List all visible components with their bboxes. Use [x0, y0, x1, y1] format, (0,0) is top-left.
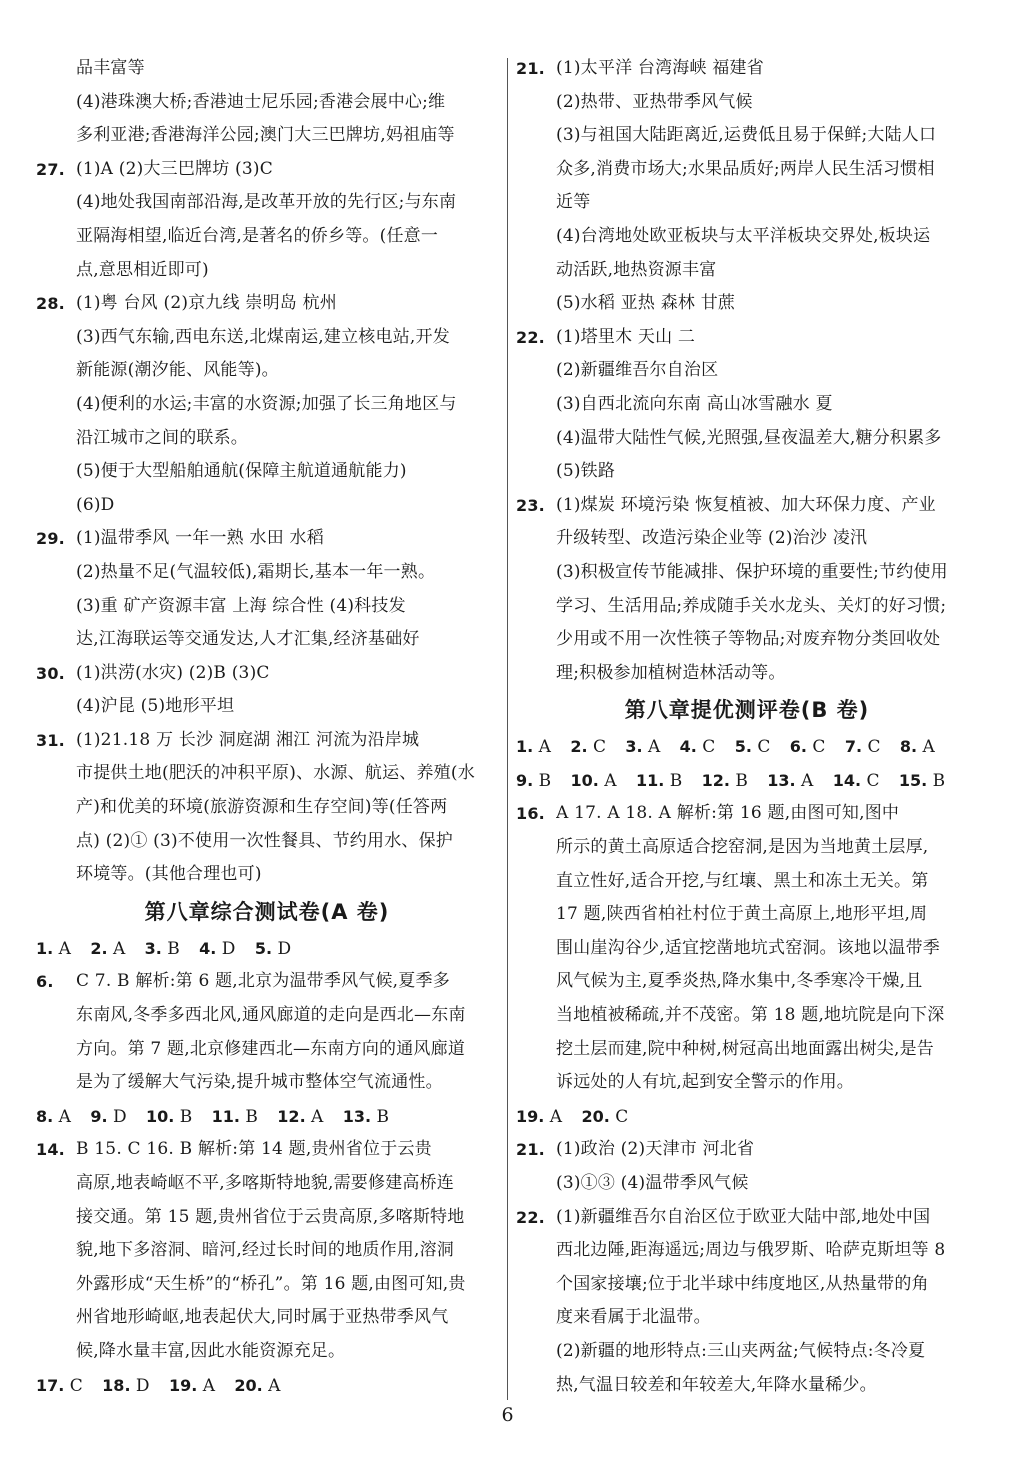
answer-line: 众多,消费市场大;水果品质好;两岸人民生活习惯相	[556, 158, 935, 179]
answer-line: B 15. C 16. B 解析:第 14 题,贵州省位于云贵	[76, 1139, 432, 1160]
answer-item: 3. A	[625, 737, 661, 758]
answer-item: 1. A	[36, 938, 71, 959]
answer-line: 近等	[556, 192, 591, 213]
answer-line: 学习、生活用品;养成随手关水龙头、关灯的好习惯;	[556, 595, 947, 616]
question-number: 28.	[36, 294, 65, 314]
answer-line: 理;积极参加植树造林活动等。	[556, 662, 786, 683]
answer-item: 14. C	[832, 770, 880, 791]
answer-item: 9. B	[516, 770, 552, 791]
answer-line: (1)新疆维吾尔自治区位于欧亚大陆中部,地处中国	[556, 1206, 931, 1227]
answer-line: (5)水稻 亚热 森林 甘蔗	[556, 293, 736, 314]
answer-line: (3)西气东输,西电东送,北煤南运,建立核电站,开发	[76, 326, 450, 347]
answer-line: (2)热量不足(气温较低),霜期长,基本一年一熟。	[76, 561, 436, 582]
answer-line: 点) (2)① (3)不使用一次性餐具、节约用水、保护	[76, 830, 454, 851]
question-number: 23.	[516, 495, 545, 515]
question-6-7	[36, 965, 498, 1099]
answer-item: 4. D	[199, 938, 236, 959]
answer-line: C 7. B 解析:第 6 题,北京为温带季风气候,夏季多	[76, 971, 450, 992]
answer-item: 7. C	[844, 737, 881, 758]
answer-item: 2. A	[90, 938, 126, 959]
question-30	[36, 657, 498, 724]
answer-line: (1)温带季风 一年一熟 水田 水稻	[76, 528, 324, 549]
q26-line: 品丰富等	[76, 58, 145, 78]
answer-line: 直立性好,适合开挖,与红壤、黑土和冻土无关。第	[556, 870, 929, 891]
answer-row-b3	[516, 1100, 978, 1134]
answer-line: (6)D	[76, 494, 115, 515]
answer-item: 10. A	[570, 770, 617, 791]
answer-line: 接交通。第 15 题,贵州省位于云贵高原,多喀斯特地	[76, 1206, 465, 1227]
answer-line: (3)与祖国大陆距离近,运费低且易于保鲜;大陆人口	[556, 125, 937, 146]
answer-item: 10. B	[145, 1106, 193, 1127]
answer-line: (4)沪昆 (5)地形平坦	[76, 696, 235, 717]
question-number: 22.	[516, 1207, 545, 1227]
question-28	[36, 287, 498, 522]
answer-line: 动活跃,地热资源丰富	[556, 259, 717, 280]
answer-row-a2	[36, 1100, 498, 1134]
answer-item: 11. B	[635, 770, 683, 791]
answer-item: 8. A	[899, 737, 935, 758]
answer-line: 风气候为主,夏季炎热,降水集中,冬季寒冷干燥,且	[556, 971, 923, 992]
answer-row-b1	[516, 730, 978, 764]
question-number: 6.	[36, 972, 54, 992]
question-31	[36, 724, 498, 892]
answer-line: (4)台湾地处欧亚板块与太平洋板块交界处,板块运	[556, 225, 931, 246]
answer-line: 热,气温日较差和年较差大,年降水量稀少。	[556, 1374, 877, 1395]
answer-line: 市提供土地(肥沃的冲积平原)、水源、航运、养殖(水	[76, 763, 475, 784]
question-number: 31.	[36, 730, 65, 750]
answer-line: (2)新疆的地形特点:三山夹两盆;气候特点:冬冷夏	[556, 1340, 926, 1361]
answer-item: 19. A	[168, 1375, 215, 1396]
answer-line: 是为了缓解大气污染,提升城市整体空气流通性。	[76, 1072, 443, 1093]
answer-line: (4)温带大陆性气候,光照强,昼夜温差大,糖分积累多	[556, 427, 942, 448]
answer-line: (1)21.18 万 长沙 洞庭湖 湘江 河流为沿岸城	[76, 729, 420, 750]
answer-line: 外露形成“天生桥”的“桥孔”。第 16 题,由图可知,贵	[76, 1273, 466, 1294]
answer-line: 新能源(潮汐能、风能等)。	[76, 360, 279, 381]
question-number: 21.	[516, 1140, 545, 1160]
q26-line: 多利亚港;香港海洋公园;澳门大三巴牌坊,妈祖庙等	[76, 125, 455, 146]
answer-line: (1)塔里木 天山 二	[556, 326, 696, 347]
question-21b	[516, 1133, 978, 1200]
answer-item: 13. A	[767, 770, 814, 791]
answer-item: 11. B	[211, 1106, 258, 1127]
answer-line: 亚隔海相望,临近台湾,是著名的侨乡等。(任意一	[76, 225, 439, 246]
answer-line: (5)铁路	[556, 461, 616, 482]
answer-item: 19. A	[516, 1106, 563, 1127]
answer-line: (3)积极宣传节能减排、保护环境的重要性;节约使用	[556, 561, 948, 582]
answer-item: 20. C	[581, 1106, 629, 1127]
answer-line: 17 题,陕西省柏社村位于黄土高原上,地形平坦,周	[556, 904, 928, 925]
answer-item: 18. D	[102, 1375, 150, 1396]
answer-line: 候,降水量丰富,因此水能资源充足。	[76, 1340, 346, 1361]
page-number: 6	[501, 1404, 514, 1426]
answer-item: 3. B	[144, 938, 180, 959]
answer-line: 环境等。(其他合理也可)	[76, 864, 262, 885]
answer-item: 9. D	[90, 1106, 127, 1127]
left-column	[36, 52, 498, 1402]
answer-line: 产)和优美的环境(旅游资源和生存空间)等(任答两	[76, 797, 448, 818]
answer-line: 高原,地表崎岖不平,多喀斯特地貌,需要修建高桥连	[76, 1173, 455, 1193]
answer-line: (1)政治 (2)天津市 河北省	[556, 1139, 755, 1160]
answer-item: 13. B	[342, 1106, 389, 1127]
answer-line: 挖土层而建,院中种树,树冠高出地面露出树尖,是告	[556, 1038, 935, 1059]
question-number: 22.	[516, 327, 545, 347]
question-number: 30.	[36, 663, 65, 683]
answer-item: 2. C	[570, 737, 606, 758]
answer-item: 6. C	[789, 737, 826, 758]
answer-item: 5. C	[734, 737, 771, 758]
answer-line: 东南风,冬季多西北风,通风廊道的走向是西北—东南	[76, 1005, 466, 1026]
answer-line: 围山崖沟谷少,适宜挖凿地坑式窑洞。该地以温带季	[556, 937, 941, 958]
answer-line: 少用或不用一次性筷子等物品;对废弃物分类回收处	[556, 629, 941, 650]
answer-line: (1)A (2)大三巴牌坊 (3)C	[76, 158, 273, 179]
answer-item: 4. C	[679, 737, 716, 758]
column-divider	[507, 58, 508, 1400]
question-number: 14.	[36, 1140, 65, 1160]
q26-line: (4)港珠澳大桥;香港迪士尼乐园;香港会展中心;维	[76, 91, 446, 112]
answer-line: (1)粤 台风 (2)京九线 崇明岛 杭州	[76, 293, 337, 314]
answer-line: 沿江城市之间的联系。	[76, 427, 248, 448]
answer-item: 8. A	[36, 1106, 71, 1127]
answer-line: A 17. A 18. A 解析:第 16 题,由图可知,图中	[556, 803, 900, 824]
question-number: 16.	[516, 804, 545, 824]
answer-item: 5. D	[254, 938, 292, 959]
question-number: 27.	[36, 159, 65, 179]
answer-item: 1. A	[516, 737, 551, 758]
answer-line: 当地植被稀疏,并不茂密。第 18 题,地坑院是向下深	[556, 1005, 945, 1026]
right-column	[516, 52, 978, 1402]
answer-line: (3)①③ (4)温带季风气候	[556, 1173, 749, 1193]
answer-line: (2)热带、亚热带季风气候	[556, 91, 753, 112]
answer-line: 个国家接壤;位于北半球中纬度地区,从热量带的角	[556, 1273, 929, 1294]
answer-line: 西北边陲,距海遥远;周边与俄罗斯、哈萨克斯坦等 8	[556, 1240, 946, 1261]
question-16-18	[516, 797, 978, 1099]
answer-row-a1	[36, 932, 498, 966]
answer-line: 貌,地下多溶洞、暗河,经过长时间的地质作用,溶洞	[76, 1240, 455, 1261]
answer-line: 度来看属于北温带。	[556, 1307, 711, 1328]
answer-line: 诉远处的人有坑,起到安全警示的作用。	[556, 1072, 855, 1093]
answer-line: (1)煤炭 环境污染 恢复植被、加大环保力度、产业	[556, 494, 936, 515]
answer-line: (2)新疆维吾尔自治区	[556, 360, 719, 381]
answer-line: 州省地形崎岖,地表起伏大,同时属于亚热带季风气	[76, 1307, 449, 1328]
question-22b	[516, 1201, 978, 1403]
question-21	[516, 52, 978, 321]
answer-item: 17. C	[36, 1375, 83, 1396]
answer-row-a3	[36, 1369, 498, 1403]
answer-line: (4)便利的水运;丰富的水资源;加强了长三角地区与	[76, 393, 457, 414]
question-22	[516, 321, 978, 489]
question-27	[36, 153, 498, 287]
answer-line: (1)太平洋 台湾海峡 福建省	[556, 58, 764, 78]
answer-line: (3)重 矿产资源丰富 上海 综合性 (4)科技发	[76, 595, 406, 616]
answer-item: 12. A	[277, 1106, 324, 1127]
answer-item: 12. B	[701, 770, 748, 791]
answer-line: 方向。第 7 题,北京修建西北—东南方向的通风廊道	[76, 1038, 466, 1059]
section-a-title: 第八章综合测试卷(A 卷)	[144, 899, 390, 924]
answer-line: 所示的黄土高原适合挖窑洞,是因为当地黄土层厚,	[556, 837, 929, 858]
answer-line: 升级转型、改造污染企业等 (2)治沙 凌汛	[556, 528, 868, 549]
question-29	[36, 522, 498, 656]
answer-item: 20. A	[234, 1375, 281, 1396]
question-14-16	[36, 1133, 498, 1368]
question-number: 21.	[516, 59, 545, 78]
answer-line: (1)洪涝(水灾) (2)B (3)C	[76, 662, 270, 683]
answer-line: (4)地处我国南部沿海,是改革开放的先行区;与东南	[76, 192, 457, 213]
question-23	[516, 489, 978, 691]
answer-row-b2	[516, 764, 978, 798]
section-b-title: 第八章提优测评卷(B 卷)	[624, 698, 870, 723]
answer-line: 达,江海联运等交通发达,人才汇集,经济基础好	[76, 629, 420, 650]
answer-item: 15. B	[898, 770, 946, 791]
answer-line: (3)自西北流向东南 高山冰雪融水 夏	[556, 393, 833, 414]
answer-line: 点,意思相近即可)	[76, 259, 209, 280]
question-number: 29.	[36, 529, 65, 549]
answer-line: (5)便于大型船舶通航(保障主航道通航能力)	[76, 461, 407, 482]
